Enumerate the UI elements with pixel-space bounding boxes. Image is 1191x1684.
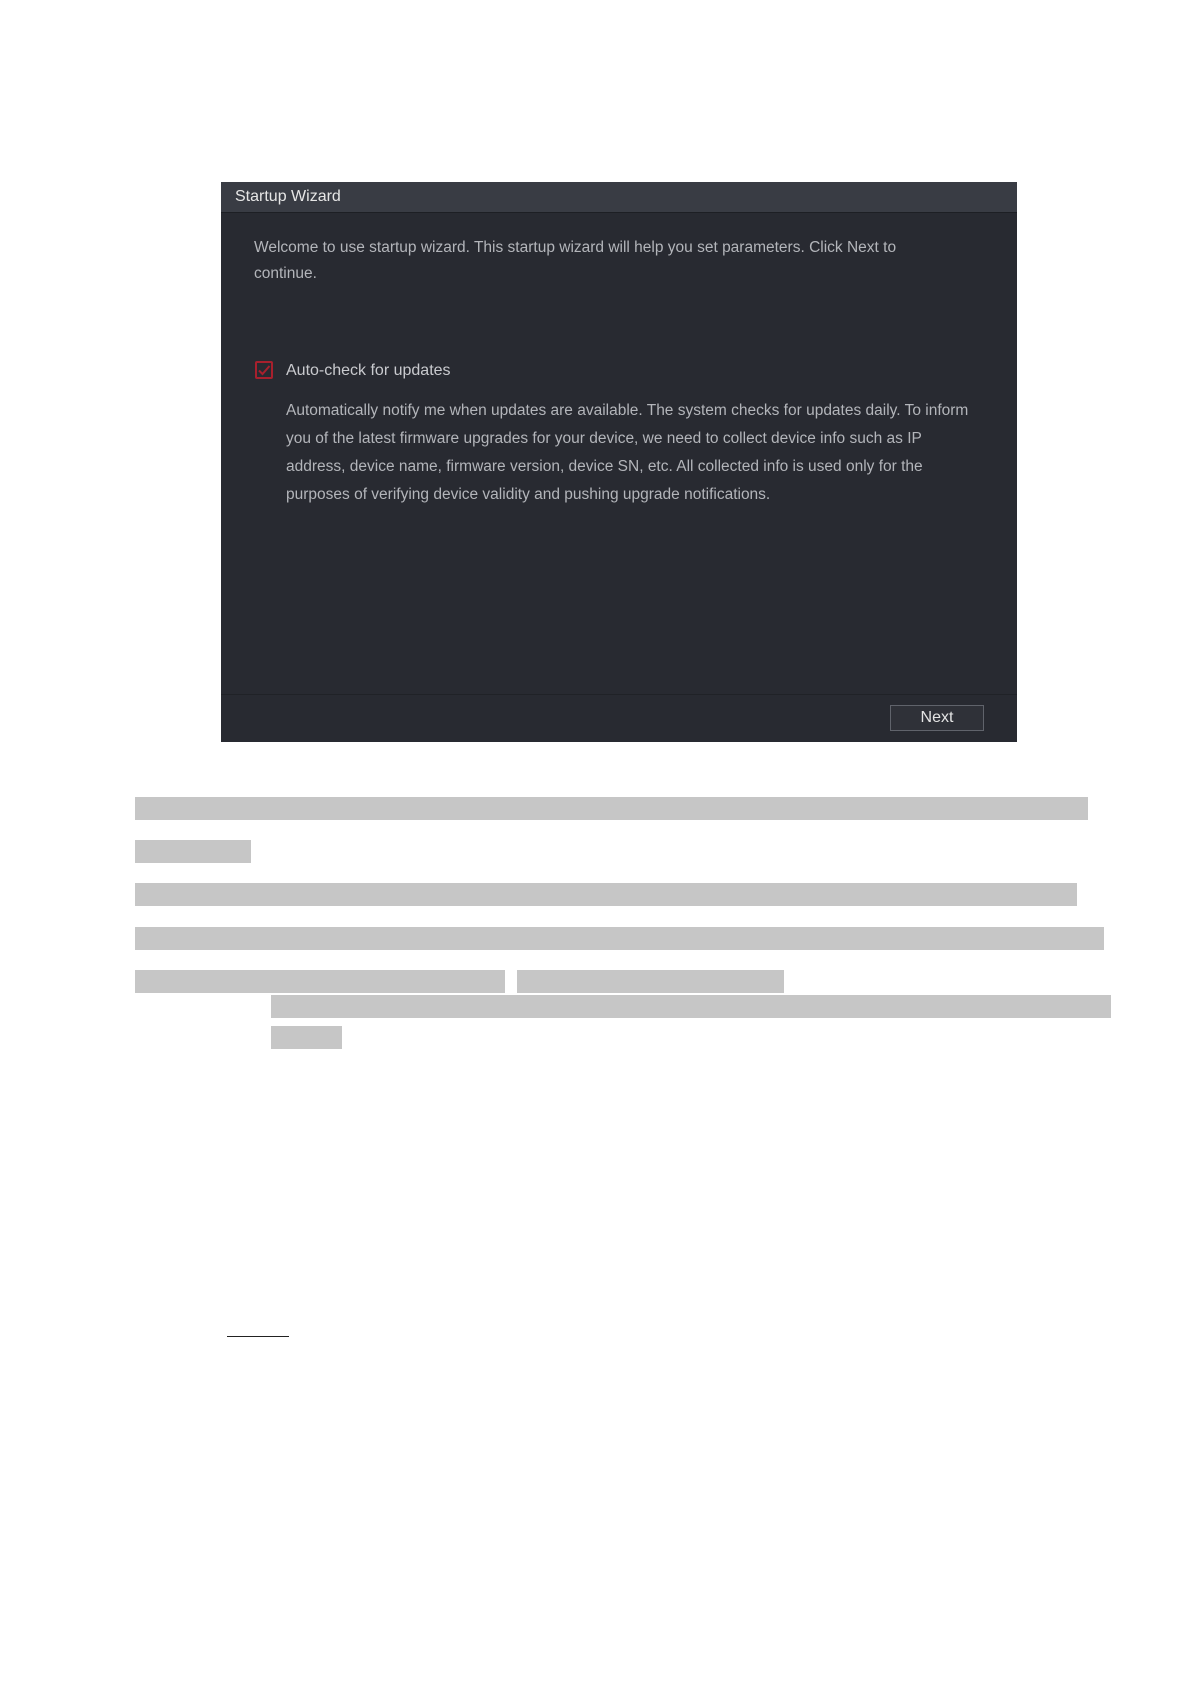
footer-divider <box>221 694 1017 695</box>
dialog-title: Startup Wizard <box>235 188 341 205</box>
redacted-text-line <box>271 1026 342 1049</box>
redacted-text-line <box>517 970 784 993</box>
redacted-text-line <box>135 840 251 863</box>
redacted-text-line <box>135 883 1077 906</box>
dialog-titlebar <box>221 182 1017 213</box>
auto-check-label[interactable]: Auto-check for updates <box>286 362 451 379</box>
redacted-text-line <box>135 927 1104 950</box>
startup-wizard-dialog <box>221 182 1017 742</box>
redacted-text-line <box>271 995 1111 1018</box>
link-underline <box>227 1336 289 1337</box>
auto-check-description: Automatically notify me when updates are available. The system checks for updates daily. To inform you of the latest firmware upgrades for your device, we need to collect device info such as IP address, device name, firmware version, device SN, etc. All collected info is used only for the purposes of verifying device validity and pushing upgrade notifications. <box>286 402 969 503</box>
welcome-text: Welcome to use startup wizard. This startup wizard will help you set parameters. Click Next to continue. <box>254 239 897 282</box>
next-button[interactable]: Next <box>890 705 984 731</box>
redacted-text-line <box>135 797 1088 820</box>
auto-check-checkbox[interactable] <box>255 361 273 379</box>
checkmark-icon <box>257 363 271 377</box>
redacted-text-line <box>135 970 505 993</box>
